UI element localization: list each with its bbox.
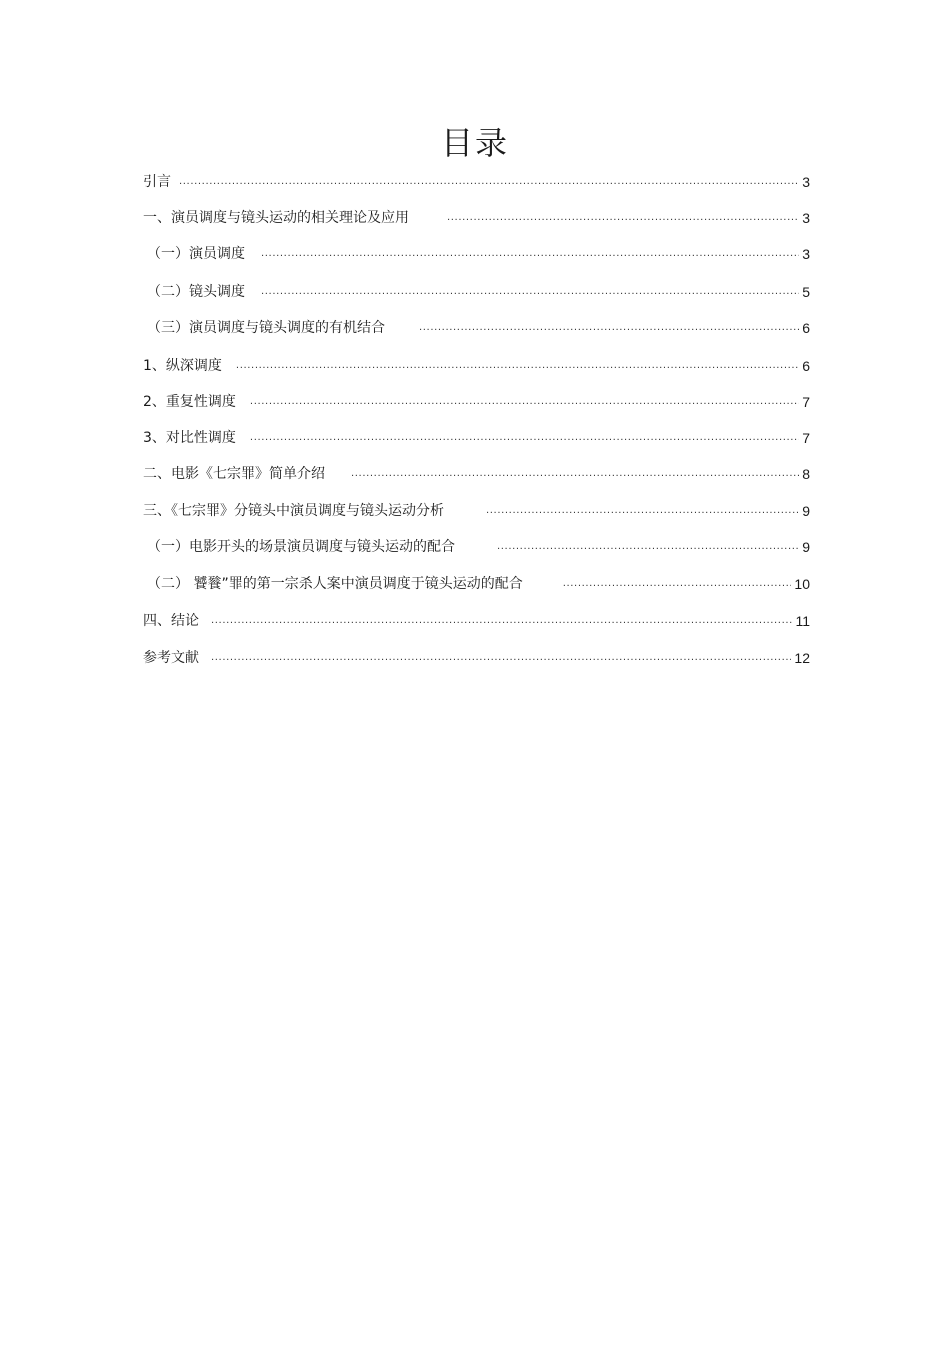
toc-leader	[211, 647, 791, 669]
toc-entry-label: 2、重复性调度	[143, 394, 236, 410]
toc-entry-label: 四、结论	[143, 613, 199, 629]
toc-entry-page: 5	[802, 284, 810, 300]
toc-entry-chapter-4[interactable]	[143, 610, 810, 632]
toc-leader	[261, 243, 799, 265]
toc-entry-section-2[interactable]	[143, 391, 810, 413]
toc-entry-label: 3、对比性调度	[143, 430, 236, 446]
toc-entry-page: 7	[802, 394, 810, 410]
toc-entry-label: （三）演员调度与镜头调度的有机结合	[147, 320, 385, 336]
toc-entry-chapter-1-3[interactable]	[143, 317, 810, 339]
toc-entry-chapter-3[interactable]	[143, 500, 810, 522]
toc-entry-label: （一）电影开头的场景演员调度与镜头运动的配合	[147, 539, 455, 555]
toc-entry-chapter-1-2[interactable]	[143, 281, 810, 303]
toc-entry-page: 7	[802, 430, 810, 446]
toc-entry-page: 12	[794, 650, 810, 666]
toc-entry-section-3[interactable]	[143, 427, 810, 449]
toc-entry-label: （二） 饕餮”罪的第一宗杀人案中演员调度于镜头运动的配合	[147, 576, 523, 592]
toc-entry-label: （一）演员调度	[147, 246, 245, 262]
toc-leader	[236, 355, 799, 377]
toc-leader	[419, 317, 799, 339]
toc-entry-page: 11	[795, 613, 810, 629]
toc-entry-chapter-1[interactable]	[143, 207, 810, 229]
toc-entry-page: 3	[802, 174, 810, 190]
toc-entry-chapter-1-1[interactable]	[143, 243, 810, 265]
toc-entry-intro[interactable]	[143, 171, 810, 193]
toc-entry-label: 一、演员调度与镜头运动的相关理论及应用	[143, 210, 409, 226]
toc-entry-section-1[interactable]	[143, 355, 810, 377]
toc-leader	[179, 171, 799, 193]
toc-entry-chapter-3-1[interactable]	[143, 536, 810, 558]
toc-entry-page: 3	[802, 246, 810, 262]
toc-entry-references[interactable]	[143, 647, 810, 669]
toc-entry-label: 1、纵深调度	[143, 358, 222, 374]
toc-entry-page: 3	[802, 210, 810, 226]
toc-entry-label: 三、《七宗罪》分镜头中演员调度与镜头运动分析	[143, 503, 444, 519]
toc-entry-page: 8	[802, 466, 810, 482]
toc-entry-chapter-2[interactable]	[143, 463, 810, 485]
toc-entry-page: 9	[802, 503, 810, 519]
toc-entry-label: 参考文献	[143, 650, 199, 666]
toc-leader	[563, 573, 792, 595]
toc-leader	[486, 500, 799, 522]
toc-leader	[250, 427, 799, 449]
toc-entry-page: 9	[802, 539, 810, 555]
toc-entry-label: 引言	[143, 174, 171, 190]
toc-entry-page: 6	[802, 358, 810, 374]
toc-entry-label: 二、电影《七宗罪》简单介绍	[143, 466, 325, 482]
toc-leader	[250, 391, 799, 413]
toc-entry-page: 10	[794, 576, 810, 592]
toc-leader	[261, 281, 799, 303]
toc-entry-page: 6	[802, 320, 810, 336]
toc-leader	[351, 463, 799, 485]
toc-entry-label: （二）镜头调度	[147, 284, 245, 300]
toc-leader	[447, 207, 799, 229]
toc-leader	[211, 610, 792, 632]
toc-title: 目录	[440, 124, 509, 162]
toc-entry-chapter-3-2[interactable]	[143, 573, 810, 595]
toc-leader	[497, 536, 799, 558]
